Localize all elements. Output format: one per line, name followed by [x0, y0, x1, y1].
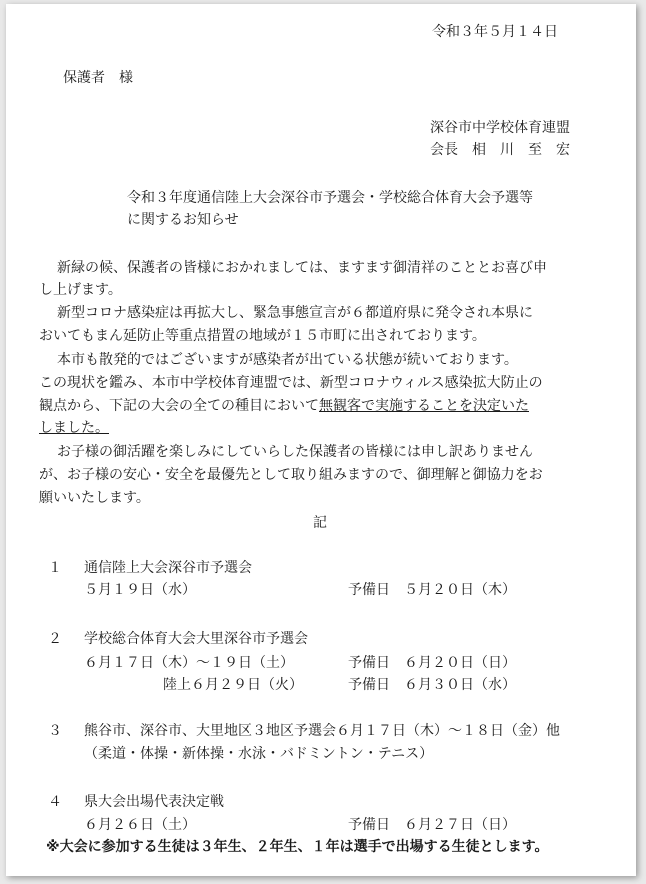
recipient: 保護者 様: [63, 70, 133, 86]
body-p3-line3: [39, 398, 529, 414]
document-date: 令和３年５月１４日: [432, 24, 558, 40]
underlined-decision: 無観客で実施することを決定いた: [319, 398, 529, 414]
ki-heading: 記: [313, 515, 327, 531]
body-p4-line3: 願いいたします。: [39, 490, 150, 506]
item2-date: ６月１７日（木）～１９日（土）: [84, 655, 294, 671]
item2-number: ２: [48, 631, 62, 647]
document-title-line1: 令和３年度通信陸上大会深谷市予選会・学校総合体育大会予選等: [127, 190, 533, 206]
item1-title: 通信陸上大会深谷市予選会: [84, 560, 252, 576]
item3-title: 熊谷市、深谷市、大里地区３地区予選会６月１７日（木）～１８日（金）他: [84, 723, 560, 739]
item1-spare-date: 予備日 ５月２０日（木）: [348, 582, 516, 598]
item4-spare-date: 予備日 ６月２７日（日）: [348, 817, 516, 833]
document-title-line2: に関するお知らせ: [127, 212, 239, 228]
body-p1-line2: し上げます。: [39, 282, 122, 298]
body-p3-line2: この現状を鑑み、本市中学校体育連盟では、新型コロナウィルス感染拡大防止の: [39, 375, 543, 391]
body-p2-line2: おいてもまん延防止等重点措置の地域が１５市町に出されております。: [39, 328, 486, 344]
item2-title: 学校総合体育大会大里深谷市予選会: [84, 631, 308, 647]
item3-sports: （柔道・体操・新体操・水泳・バドミントン・テニス）: [84, 746, 434, 762]
item4-date: ６月２６日（土）: [84, 817, 196, 833]
sender-name: 会長 相 川 至 宏: [430, 142, 570, 158]
document-page: [6, 4, 636, 876]
body-p2-line1: 新型コロナ感染症は再拡大し、緊急事態宣言が６都道府県に発令され本県に: [57, 305, 533, 321]
body-p3-line1: 本市も散発的ではございますが感染者が出ている状態が続いております。: [57, 352, 518, 368]
item3-number: ３: [48, 723, 62, 739]
body-p4-line1: お子様の御活躍を楽しみにしていらした保護者の皆様には申し訳ありません: [57, 444, 533, 460]
item2-athletics-date: 陸上６月２９日（火）: [163, 677, 303, 693]
item4-number: ４: [48, 794, 62, 810]
underlined-decision-end: しました。: [39, 420, 109, 436]
body-p1-line1: 新緑の候、保護者の皆様におかれましては、ますます御清祥のこととお喜び申: [57, 260, 547, 276]
body-p4-line2: が、お子様の安心・安全を最優先として取り組みますので、御理解と御協力をお: [39, 467, 543, 483]
item2-athletics-spare-date: 予備日 ６月３０日（水）: [348, 677, 516, 693]
item1-date: ５月１９日（水）: [84, 582, 196, 598]
participation-note: ※大会に参加する生徒は３年生、２年生、１年は選手で出場する生徒とします。: [46, 839, 549, 855]
sender-organization: 深谷市中学校体育連盟: [430, 120, 570, 136]
body-p3-line3-text: 観点から、下記の大会の全ての種目において: [39, 398, 319, 414]
item4-title: 県大会出場代表決定戦: [84, 794, 224, 810]
item1-number: １: [48, 560, 62, 576]
item2-spare-date: 予備日 ６月２０日（日）: [348, 655, 516, 671]
